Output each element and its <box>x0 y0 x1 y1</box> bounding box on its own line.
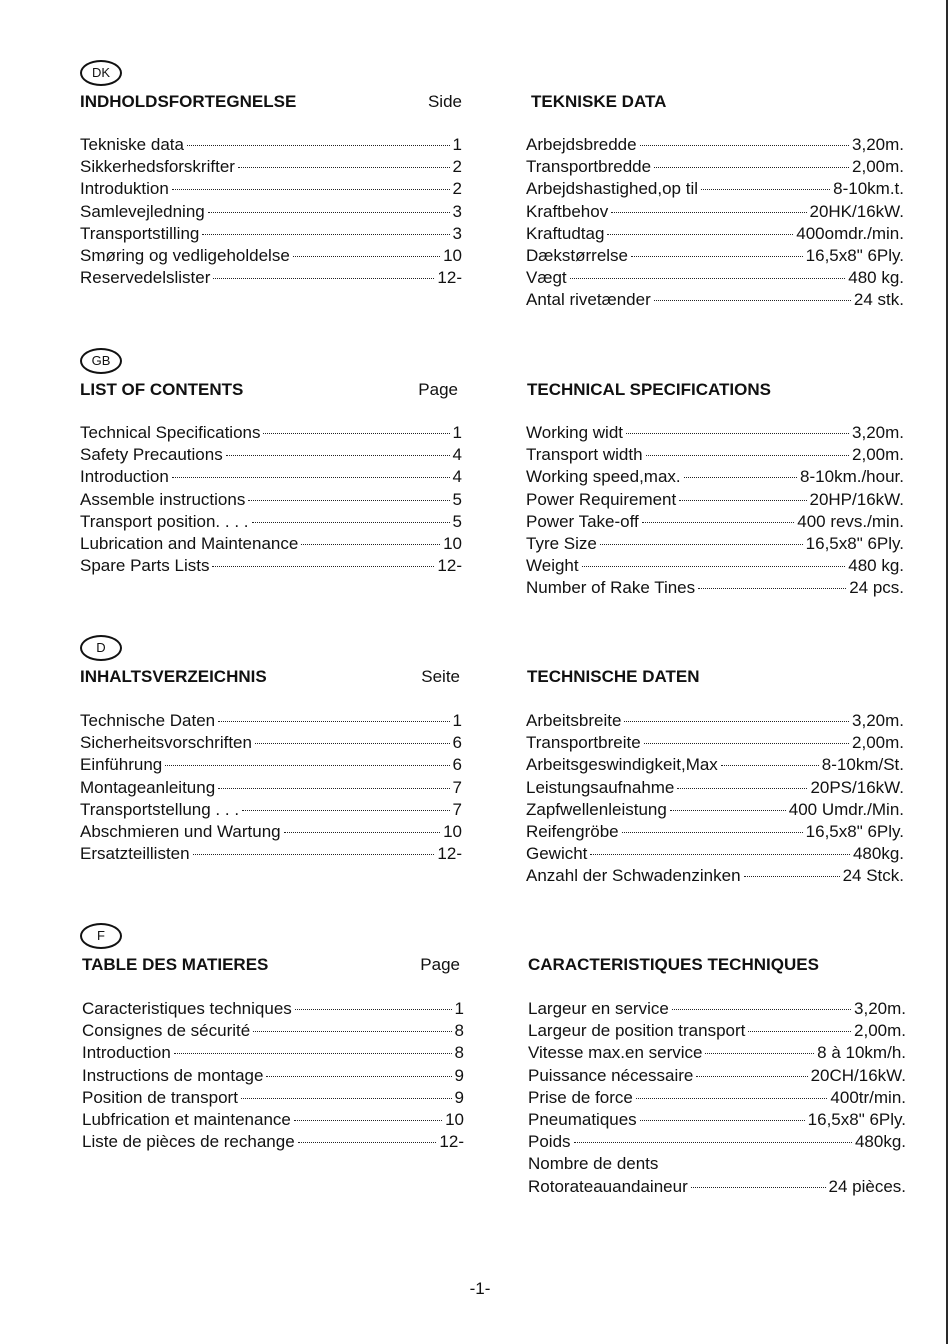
spec-entry: Arbejdsbredde 3,20m. <box>526 135 904 154</box>
spec-entry: Prise de force 400tr/min. <box>528 1087 906 1107</box>
toc-entry: Spare Parts Lists 12- <box>80 556 462 576</box>
toc-page-label: Seite <box>421 667 460 686</box>
spec-entry: Transport width 2,00m. <box>526 445 904 465</box>
spec-entry: Tyre Size 16,5x8" 6Ply. <box>526 533 904 553</box>
toc-list <box>80 711 462 866</box>
language-badge-dk: DK <box>80 60 122 86</box>
spec-entry: Number of Rake Tines 24 pcs. <box>526 578 904 598</box>
spec-entry: Dækstørrelse 16,5x8" 6Ply. <box>526 245 904 265</box>
spec-entry: Pneumatiques 16,5x8" 6Ply. <box>528 1109 906 1129</box>
toc-entry: Transportstilling 3 <box>80 223 462 243</box>
toc-entry: Introduction 8 <box>82 1043 464 1063</box>
spec-entry: Kraftudtag 400omdr./min. <box>526 223 904 243</box>
spec-entry: Vitesse max.en service 8 à 10km/h. <box>528 1043 906 1063</box>
toc-entry: Consignes de sécurité 8 <box>82 1021 464 1041</box>
toc-entry: Instructions de montage 9 <box>82 1065 464 1085</box>
spec-list <box>528 999 906 1199</box>
toc-entry: Samlevejledning 3 <box>80 201 462 221</box>
toc-entry: Introduktion 2 <box>80 179 462 199</box>
spec-entry: Leistungsaufnahme 20PS/16kW. <box>526 777 904 797</box>
toc-page-label: Page <box>418 380 458 399</box>
spec-entry: Working widt 3,20m. <box>526 423 904 442</box>
toc-entry: Sikkerhedsforskrifter 2 <box>80 157 462 177</box>
toc-list <box>80 135 462 290</box>
spec-entry: Weight 480 kg. <box>526 556 904 576</box>
spec-entry: Arbejdshastighed,op til 8-10km.t. <box>526 179 904 199</box>
toc-entry: Reservedelslister 12- <box>80 268 462 288</box>
spec-entry: Arbeitsbreite 3,20m. <box>526 711 904 730</box>
toc-title: TABLE DES MATIERES <box>82 955 269 974</box>
spec-entry: Power Take-off 400 revs./min. <box>526 511 904 531</box>
spec-title: TEKNISKE DATA <box>531 92 667 111</box>
spec-entry: Rotorateauandaineur 24 pièces. <box>528 1176 906 1196</box>
spec-entry: Transportbredde 2,00m. <box>526 157 904 177</box>
toc-entry: Transportstellung . . . 7 <box>80 799 462 819</box>
toc-entry: Safety Precautions 4 <box>80 445 462 465</box>
spec-list <box>526 135 904 313</box>
spec-list <box>526 711 904 889</box>
toc-entry: Technical Specifications 1 <box>80 423 462 442</box>
spec-entry: Nombre de dents <box>528 1154 659 1174</box>
page-number: -1- <box>469 1279 491 1298</box>
language-badge-f: F <box>80 923 122 949</box>
spec-title: CARACTERISTIQUES TECHNIQUES <box>528 955 819 974</box>
language-badge-d: D <box>80 635 122 661</box>
toc-title: INDHOLDSFORTEGNELSE <box>80 92 297 111</box>
toc-entry: Sicherheitsvorschriften 6 <box>80 733 462 753</box>
toc-entry: Technische Daten 1 <box>80 711 462 730</box>
scan-edge-line <box>946 0 948 1344</box>
language-badge-gb: GB <box>80 348 122 374</box>
spec-entry: Reifengröbe 16,5x8" 6Ply. <box>526 821 904 841</box>
toc-entry: Tekniske data 1 <box>80 135 462 154</box>
spec-entry: Zapfwellenleistung 400 Umdr./Min. <box>526 799 904 819</box>
toc-entry: Caracteristiques techniques 1 <box>82 999 464 1018</box>
spec-entry: Transportbreite 2,00m. <box>526 733 904 753</box>
toc-entry: Ersatzteillisten 12- <box>80 844 462 864</box>
toc-entry: Montageanleitung 7 <box>80 777 462 797</box>
toc-entry: Transport position. . . . 5 <box>80 511 462 531</box>
toc-entry: Introduction 4 <box>80 467 462 487</box>
spec-list <box>526 423 904 601</box>
toc-title: INHALTSVERZEICHNIS <box>80 667 267 686</box>
spec-title: TECHNICAL SPECIFICATIONS <box>527 380 771 399</box>
spec-entry: Antal rivetænder 24 stk. <box>526 290 904 310</box>
toc-entry: Smøring og vedligeholdelse 10 <box>80 245 462 265</box>
spec-entry: Power Requirement 20HP/16kW. <box>526 489 904 509</box>
spec-entry: Puissance nécessaire 20CH/16kW. <box>528 1065 906 1085</box>
spec-entry: Vægt 480 kg. <box>526 268 904 288</box>
spec-title: TECHNISCHE DATEN <box>527 667 700 686</box>
spec-entry: Poids 480kg. <box>528 1132 906 1152</box>
spec-entry: Gewicht 480kg. <box>526 844 904 864</box>
spec-entry: Largeur en service 3,20m. <box>528 999 906 1018</box>
spec-entry: Kraftbehov 20HK/16kW. <box>526 201 904 221</box>
toc-page-label: Page <box>420 955 460 974</box>
spec-entry: Anzahl der Schwadenzinken 24 Stck. <box>526 866 904 886</box>
toc-entry: Einführung 6 <box>80 755 462 775</box>
toc-list <box>82 999 464 1154</box>
spec-entry: Working speed,max. 8-10km./hour. <box>526 467 904 487</box>
toc-list <box>80 423 462 578</box>
toc-page-label: Side <box>427 92 462 111</box>
spec-entry: Arbeitsgeswindigkeit,Max 8-10km/St. <box>526 755 904 775</box>
toc-entry: Assemble instructions 5 <box>80 489 462 509</box>
toc-entry: Lubrication and Maintenance 10 <box>80 533 462 553</box>
spec-entry: Largeur de position transport 2,00m. <box>528 1021 906 1041</box>
toc-title: LIST OF CONTENTS <box>80 380 244 399</box>
toc-entry: Liste de pièces de rechange 12- <box>82 1132 464 1152</box>
toc-entry: Abschmieren und Wartung 10 <box>80 821 462 841</box>
toc-entry: Lubfrication et maintenance 10 <box>82 1109 464 1129</box>
toc-entry: Position de transport 9 <box>82 1087 464 1107</box>
